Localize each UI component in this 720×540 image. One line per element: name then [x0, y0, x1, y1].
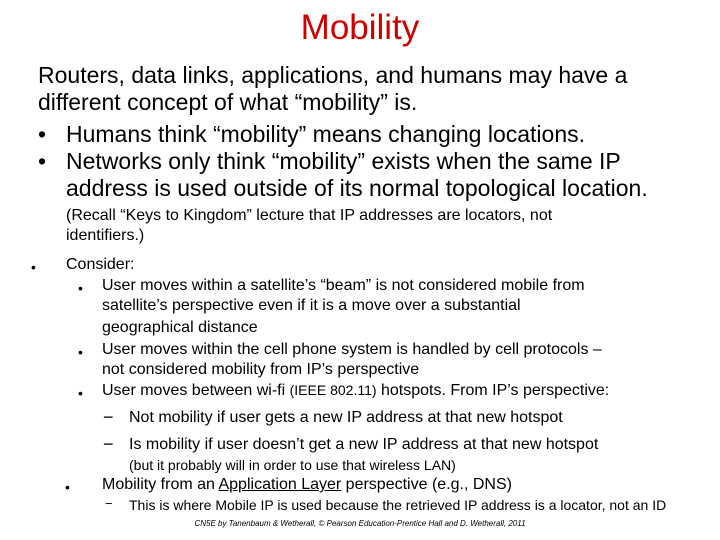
satellite-line-1: User moves within a satellite’s “beam” is not considered mobile from: [102, 277, 585, 294]
bullet-marker: •: [65, 479, 70, 495]
bullet-networks-line-1: Networks only think “mobility” exists when the same IP: [66, 148, 621, 174]
app-layer-before: Mobility from an: [102, 476, 219, 493]
dash-marker: −: [103, 434, 114, 454]
app-layer-line: [102, 475, 512, 495]
intro-line-2: different concept of what “mobility” is.: [38, 89, 418, 115]
not-mobility-line: Not mobility if user gets a new IP address at that new hotspot: [129, 409, 563, 426]
bullet-marker: •: [78, 280, 83, 296]
recall-line-2: identifiers.): [66, 227, 145, 244]
consider-label: Consider:: [66, 256, 135, 273]
bullet-marker: •: [38, 148, 47, 174]
dash-marker: −: [103, 407, 114, 427]
dash-marker: −: [105, 496, 113, 511]
footer-copyright: CN5E by Tanenbaum & Wetherall, © Pearson Education-Prentice Hall and D. Wetherall, 2011: [194, 519, 526, 528]
bullet-networks-line-2: address is used outside of its normal topological location.: [66, 175, 648, 201]
wifi-line: [102, 381, 609, 401]
wifi-text-before: User moves between wi-fi: [102, 382, 290, 399]
wifi-text-after: hotspots. From IP’s perspective:: [376, 382, 610, 399]
wireless-lan-note: (but it probably will in order to use that wireless LAN): [129, 457, 456, 473]
slide-title: Mobility: [300, 8, 420, 47]
recall-line-1: (Recall “Keys to Kingdom” lecture that IP addresses are locators, not: [66, 207, 553, 224]
mobile-ip-note: This is where Mobile IP is used because the retrieved IP address is a locator, not an ID: [129, 497, 667, 513]
wifi-ieee-note: (IEEE 802.11): [289, 382, 377, 398]
bullet-marker: •: [31, 259, 36, 275]
is-mobility-line: Is mobility if user doesn’t get a new IP address at that new hotspot: [129, 436, 599, 453]
bullet-marker: •: [78, 385, 83, 401]
satellite-line-2: satellite’s perspective even if it is a move over a substantial: [102, 297, 521, 314]
cell-line-2: not considered mobility from IP’s perspective: [102, 361, 420, 378]
satellite-line-3: geographical distance: [102, 319, 258, 336]
bullet-marker: •: [38, 121, 47, 147]
bullet-marker: •: [78, 344, 83, 360]
application-layer-link[interactable]: Application Layer: [218, 476, 342, 493]
bullet-humans: Humans think “mobility” means changing locations.: [66, 121, 586, 147]
app-layer-after: perspective (e.g., DNS): [341, 476, 512, 493]
intro-line-1: Routers, data links, applications, and humans may have a: [38, 62, 628, 88]
cell-line-1: User moves within the cell phone system is handled by cell protocols –: [102, 341, 602, 358]
